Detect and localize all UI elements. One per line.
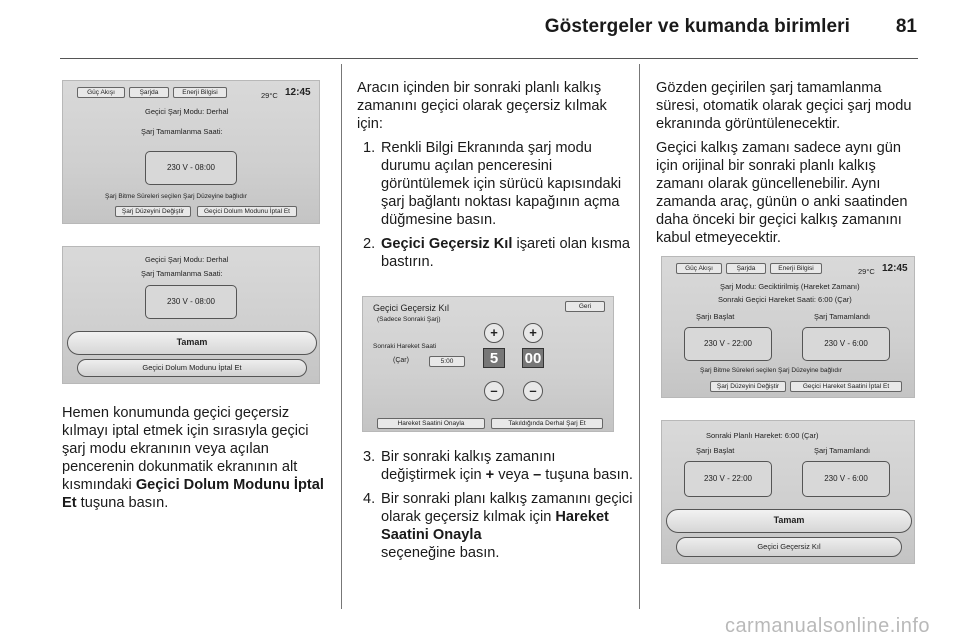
tab-energy-info[interactable]: Enerji Bilgisi xyxy=(770,263,822,274)
hour-digit: 5 xyxy=(483,348,505,368)
start-charge-value: 230 V - 22:00 xyxy=(684,327,772,361)
completion-value: 230 V - 08:00 xyxy=(145,151,237,185)
change-charge-level-button[interactable]: Şarj Düzeyini Değiştir xyxy=(115,206,191,217)
column-divider-2 xyxy=(639,64,640,609)
ok-button[interactable]: Tamam xyxy=(67,331,317,355)
cancel-temporary-departure-button[interactable]: Geçici Hareket Saatini İptal Et xyxy=(790,381,902,392)
minute-digit: 00 xyxy=(522,348,544,368)
header-divider xyxy=(60,58,918,59)
screen-temporary-charge-mode xyxy=(62,80,320,224)
tab-power-flow[interactable]: Güç Akışı xyxy=(77,87,125,98)
hour-minus-button[interactable]: – xyxy=(484,381,504,401)
paragraph-update: Geçici kalkış zamanı sadece aynı gün için orijinal bir sonraki planlı kalkış zamanı olarak güncellenebilir. Aynı zamanda araç, günün o anki saatinden daha önceki bir geçici kalkış zamanını kabul etmeyecektir. xyxy=(656,140,908,246)
column-3 xyxy=(656,79,921,253)
charge-complete-value: 230 V - 6:00 xyxy=(802,461,890,497)
column-divider-1 xyxy=(341,64,342,609)
override-title: Geçici Geçersiz Kıl xyxy=(373,303,450,313)
next-departure-label: Sonraki Hareket Saati xyxy=(373,343,437,350)
screen-next-departure-popup xyxy=(661,420,915,564)
start-charge-label: Şarjı Başlat xyxy=(696,446,735,455)
watermark: carmanualsonline.info xyxy=(724,615,930,637)
minute-minus-button[interactable]: – xyxy=(523,381,543,401)
page-number: 81 xyxy=(895,16,917,37)
cancel-temporary-charge-button[interactable]: Geçici Dolum Modunu İptal Et xyxy=(77,359,307,377)
charge-mode-label: Geçici Şarj Modu: Derhal xyxy=(145,107,229,116)
intro-text: Aracın içinden bir sonraki planlı kalkış zamanını geçici olarak geçersiz kılmak için: xyxy=(357,80,607,132)
start-charge-value: 230 V - 22:00 xyxy=(684,461,772,497)
ok-button[interactable]: Tamam xyxy=(666,509,912,533)
override-subtitle: (Sadece Sonraki Şarj) xyxy=(377,316,441,323)
charge-mode-label: Geçici Şarj Modu: Derhal xyxy=(145,255,229,264)
day-label: (Çar) xyxy=(393,357,409,364)
charge-note: Şarj Bitme Süreleri seçilen Şarj Düzeyine bağlıdır xyxy=(700,367,842,374)
completion-label: Şarj Tamamlanma Saati: xyxy=(141,269,223,278)
screen-temporary-override xyxy=(362,296,614,432)
section-title: Göstergeler ve kumanda birimleri xyxy=(544,16,850,37)
minute-plus-button[interactable]: + xyxy=(523,323,543,343)
step-4: 4. Bir sonraki planı kalkış zamanını geçici olarak geçersiz kılmak için Hareket Saatini Onayla seçeneğine basın. xyxy=(363,491,633,561)
temperature: 29°C xyxy=(858,267,875,276)
completion-value: 230 V - 08:00 xyxy=(145,285,237,319)
completion-label: Şarj Tamamlanma Saati: xyxy=(141,127,223,136)
clock: 12:45 xyxy=(882,263,908,274)
step-1: 1. Renkli Bilgi Ekranında şarj modu durumu açılan penceresini görüntülemek için sürücü kapısındaki şarj bağlantı noktası kapağının açma düğmesine basın. xyxy=(363,140,622,228)
time-display: 5:00 xyxy=(429,356,465,367)
column-2 xyxy=(357,79,633,277)
cancel-instructions: Hemen konumunda geçici geçersiz kılmayı iptal etmek için sırasıyla geçici şarj modu ekranının veya açılan pencerenin dokunmatik ekranının alt kısmındaki Geçici Dolum Modunu İptal Et tuşuna basın. xyxy=(62,405,324,511)
tab-charging[interactable]: Şarjda xyxy=(129,87,169,98)
page-header xyxy=(0,0,960,60)
column-2-continued xyxy=(357,448,633,568)
steps-list-a xyxy=(357,139,633,271)
column-1 xyxy=(62,404,330,518)
minute-stepper xyxy=(521,323,545,401)
step-2: 2. Geçici Geçersiz Kıl işareti olan kısma bastırın. xyxy=(363,236,631,270)
cancel-button-ref: Geçici Dolum Modunu İptal Et xyxy=(62,477,324,511)
start-charge-label: Şarjı Başlat xyxy=(696,312,735,321)
paragraph-review: Gözden geçirilen şarj tamamlanma süresi, otomatik olarak geçici şarj modu ekranında görüntülenecektir. xyxy=(656,80,912,132)
confirm-departure-button[interactable]: Hareket Saatini Onayla xyxy=(377,418,485,429)
hour-plus-button[interactable]: + xyxy=(484,323,504,343)
charge-note: Şarj Bitme Süreleri seçilen Şarj Düzeyine bağlıdır xyxy=(105,193,247,200)
charge-immediately-button[interactable]: Takıldığında Derhal Şarj Et xyxy=(491,418,603,429)
steps-list-b xyxy=(357,448,633,562)
screen-delayed-charge-mode xyxy=(661,256,915,398)
hour-stepper xyxy=(482,323,506,401)
tab-energy-info[interactable]: Enerji Bilgisi xyxy=(173,87,227,98)
tab-charging[interactable]: Şarjda xyxy=(726,263,766,274)
charge-complete-label: Şarj Tamamlandı xyxy=(814,312,871,321)
next-departure-label: Sonraki Planlı Hareket: 6:00 (Çar) xyxy=(706,431,819,440)
step-3: 3. Bir sonraki kalkış zamanını değiştirmek için + veya – tuşuna basın. xyxy=(363,449,633,483)
cancel-temporary-charge-button[interactable]: Geçici Dolum Modunu İptal Et xyxy=(197,206,297,217)
back-button[interactable]: Geri xyxy=(565,301,605,312)
screen-charge-popup xyxy=(62,246,320,384)
charge-complete-value: 230 V - 6:00 xyxy=(802,327,890,361)
tab-power-flow[interactable]: Güç Akışı xyxy=(676,263,722,274)
change-charge-level-button[interactable]: Şarj Düzeyini Değiştir xyxy=(710,381,786,392)
temporary-override-button[interactable]: Geçici Geçersiz Kıl xyxy=(676,537,902,557)
next-departure-label: Sonraki Geçici Hareket Saati: 6:00 (Çar) xyxy=(718,295,852,304)
clock: 12:45 xyxy=(285,87,311,98)
temperature: 29°C xyxy=(261,91,278,100)
charge-complete-label: Şarj Tamamlandı xyxy=(814,446,871,455)
charge-mode-label: Şarj Modu: Geciktirilmiş (Hareket Zamanı) xyxy=(720,282,860,291)
